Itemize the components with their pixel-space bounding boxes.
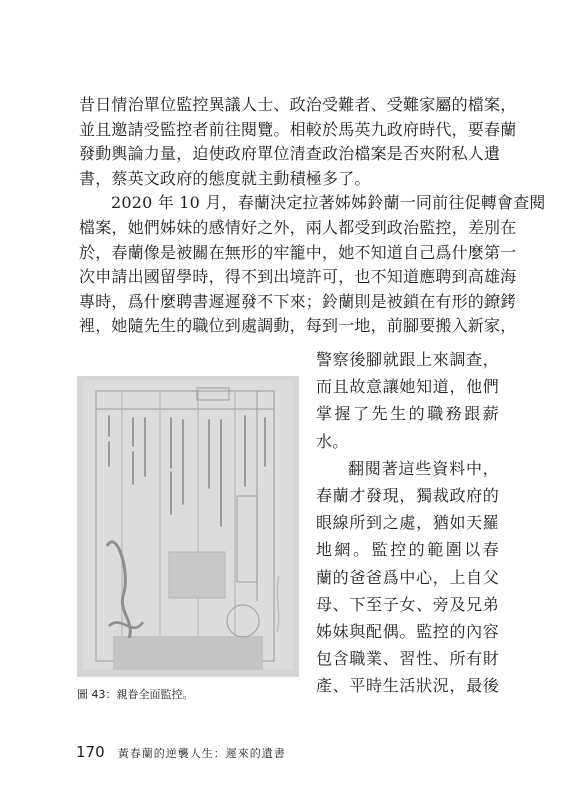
text-line: 翻閱著這些資料中， — [348, 458, 499, 478]
text-line: 並且邀請受監控者前往閱覽。相較於馬英九政府時代，要春蘭 — [79, 119, 517, 139]
main-text-block — [79, 93, 546, 339]
text-line: 書，蔡英文政府的態度就主動積極多了。 — [79, 168, 371, 188]
text-line: 昔日情治單位監控異議人士、政治受難者、受難家屬的檔案， — [79, 95, 517, 114]
archive-document-illustration — [77, 376, 299, 677]
page-number: 170 — [76, 743, 105, 761]
text-line: 檔案，她們姊妹的感情好之外，兩人都受到政治監控，差別在 — [79, 217, 517, 237]
text-line: 包含職業、習性、所有財 — [316, 649, 499, 669]
text-line: 警察後腳就跟上來調查， — [316, 350, 499, 369]
text-line: 母、下至子女、旁及兄弟 — [316, 594, 499, 614]
text-line: 於，春蘭像是被關在無形的牢籠中，她不知道自己爲什麼第一 — [79, 242, 517, 262]
text-line: 掌握了先生的職務跟薪 — [316, 404, 499, 424]
text-line: 眼線所到之處，猶如天羅 — [316, 513, 499, 533]
text-line: 裡，她隨先生的職位到處調動，每到一地，前腳要搬入新家， — [79, 316, 517, 336]
text-line: 春蘭才發現，獨裁政府的 — [316, 485, 499, 505]
text-line: 產、平時生活狀況，最後 — [316, 676, 499, 696]
figure-caption: 圖 43：親眷全面監控。 — [77, 688, 194, 701]
text-line: 地網。監控的範圍以春 — [316, 540, 499, 560]
running-title: 黃春蘭的逆襲人生：遲來的遺書 — [117, 747, 286, 760]
archive-document-photo — [77, 376, 299, 677]
text-line: 專時，爲什麼聘書遲遲發不下來；鈴蘭則是被鎖在有形的鐐銬 — [79, 291, 517, 311]
wrapped-text-column — [316, 346, 499, 699]
text-line: 水。 — [316, 431, 349, 451]
text-line: 發動輿論力量，迫使政府單位清查政治檔案是否夾附私人遺 — [79, 144, 501, 164]
text-line: 蘭的爸爸爲中心，上自父 — [316, 567, 499, 587]
text-line: 2020 年 10 月，春蘭決定拉著姊姊鈴蘭一同前往促轉會查閱 — [111, 193, 546, 213]
text-line: 姊妹與配偶。監控的內容 — [316, 621, 499, 641]
page-footer — [76, 742, 286, 761]
text-line: 次申請出國留學時，得不到出境許可，也不知道應聘到高雄海 — [79, 267, 517, 287]
text-line: 而且故意讓她知道，他們 — [316, 377, 499, 397]
